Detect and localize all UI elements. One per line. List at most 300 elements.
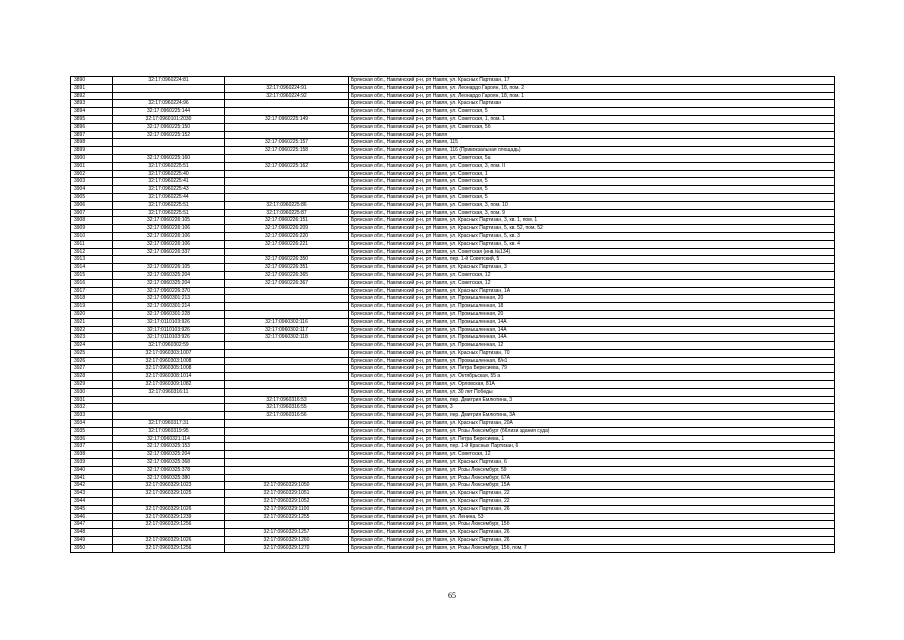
row-number-cell: 3895	[71, 115, 113, 123]
object-number-cell	[225, 287, 349, 295]
address-cell: Брянская обл., Навлинский р-н, рп Навля, ул. Ленина, 53	[349, 513, 835, 521]
table-row	[71, 420, 835, 428]
table-row	[71, 466, 835, 474]
address-cell: Брянская обл., Навлинский р-н, рп Навля, ул. Советская, 12	[349, 279, 835, 287]
table-row	[71, 123, 835, 131]
table-row	[71, 388, 835, 396]
row-number-cell: 3901	[71, 162, 113, 170]
row-number-cell: 3925	[71, 349, 113, 357]
table-row	[71, 170, 835, 178]
object-number-cell: 32:17:0960225:86	[225, 201, 349, 209]
object-number-cell: 32:17:0960226:221	[225, 240, 349, 248]
address-cell: Брянская обл., Навлинский р-н, рп Навля, ул. Советская, 3, пом. 10	[349, 201, 835, 209]
object-number-cell	[225, 178, 349, 186]
address-cell: Брянская обл., Навлинский р-н, рп Навля, ул. Промышленная, 14А	[349, 334, 835, 342]
parcel-number-cell: 32:17:0960225:150	[113, 123, 225, 131]
table-row	[71, 404, 835, 412]
address-cell: Брянская обл., Навлинский р-н, рп Навля, пер. 1-й Советский, 5	[349, 256, 835, 264]
address-cell: Брянская обл., Навлинский р-н, рп Навля, ул. Промышленная, 14А	[349, 318, 835, 326]
row-number-cell: 3891	[71, 84, 113, 92]
row-number-cell: 3928	[71, 373, 113, 381]
row-number-cell: 3896	[71, 123, 113, 131]
parcel-number-cell: 32:17:0960225:160	[113, 154, 225, 162]
address-cell: Брянская обл., Навлинский р-н, рп Навля, ул. Красных Партизан, 22	[349, 490, 835, 498]
table-row	[71, 396, 835, 404]
table-row	[71, 84, 835, 92]
address-cell: Брянская обл., Навлинский р-н, рп Навля, ул. Советская, 12	[349, 451, 835, 459]
cadastral-table	[70, 76, 835, 553]
row-number-cell: 3914	[71, 264, 113, 272]
table-row	[71, 451, 835, 459]
table-row	[71, 240, 835, 248]
address-cell: Брянская обл., Навлинский р-н, рп Навля, 3	[349, 404, 835, 412]
address-cell: Брянская обл., Навлинский р-н, рп Навля, ул. Советская, 1, пом. 1	[349, 115, 835, 123]
parcel-number-cell: 32:17:0960225:51	[113, 209, 225, 217]
address-cell: Брянская обл., Навлинский р-н, рп Навля, ул. Промышленная, 18	[349, 303, 835, 311]
object-number-cell: 32:17:0960316:53	[225, 396, 349, 404]
address-cell: Брянская обл., Навлинский р-н, рп Навля, ул. Красных Партизан, 6	[349, 459, 835, 467]
parcel-number-cell: 32:17:0960303:1008	[113, 357, 225, 365]
table-row	[71, 209, 835, 217]
row-number-cell: 3913	[71, 256, 113, 264]
address-cell: Брянская обл., Навлинский р-н, рп Навля, ул. Розы Люксембург, 15б, пом. 7	[349, 544, 835, 552]
table-row	[71, 537, 835, 545]
object-number-cell: 32:17:0960316:56	[225, 412, 349, 420]
parcel-number-cell	[113, 139, 225, 147]
parcel-number-cell	[113, 92, 225, 100]
object-number-cell	[225, 303, 349, 311]
row-number-cell: 3941	[71, 474, 113, 482]
parcel-number-cell: 32:17:0960224:96	[113, 100, 225, 108]
table-body	[71, 77, 835, 553]
row-number-cell: 3912	[71, 248, 113, 256]
parcel-number-cell	[113, 498, 225, 506]
object-number-cell: 32:17:0960225:157	[225, 139, 349, 147]
object-number-cell: 32:17:0960225:149	[225, 115, 349, 123]
row-number-cell: 3920	[71, 310, 113, 318]
parcel-number-cell: 32:17:0110103:926	[113, 334, 225, 342]
row-number-cell: 3917	[71, 287, 113, 295]
object-number-cell	[225, 108, 349, 116]
address-cell: Брянская обл., Навлинский р-н, рп Навля, ул. Советская (инв.№134)	[349, 248, 835, 256]
table-row	[71, 349, 835, 357]
row-number-cell: 3942	[71, 482, 113, 490]
table-row	[71, 147, 835, 155]
table-row	[71, 365, 835, 373]
address-cell: Брянская обл., Навлинский р-н, рп Навля, ул. Советская, 12	[349, 271, 835, 279]
table-row	[71, 201, 835, 209]
row-number-cell: 3915	[71, 271, 113, 279]
address-cell: Брянская обл., Навлинский р-н, рп Навля, ул. Советская, 5б	[349, 123, 835, 131]
parcel-number-cell: 32:17:0960225:41	[113, 178, 225, 186]
address-cell: Брянская обл., Навлинский р-н, рп Навля	[349, 131, 835, 139]
address-cell: Брянская обл., Навлинский р-н, рп Навля, ул. Советская, 5	[349, 178, 835, 186]
row-number-cell: 3927	[71, 365, 113, 373]
object-number-cell	[225, 123, 349, 131]
row-number-cell: 3905	[71, 193, 113, 201]
parcel-number-cell: 32:17:0960325:204	[113, 279, 225, 287]
table-row	[71, 474, 835, 482]
row-number-cell: 3940	[71, 466, 113, 474]
address-cell: Брянская обл., Навлинский р-н, рп Навля, ул. Петра Бересиева, 79	[349, 365, 835, 373]
row-number-cell: 3923	[71, 334, 113, 342]
parcel-number-cell	[113, 84, 225, 92]
address-cell: Брянская обл., Навлинский р-н, рп Навля, ул. Орловская, 81А	[349, 381, 835, 389]
object-number-cell: 32:17:0960226:209	[225, 225, 349, 233]
row-number-cell: 3904	[71, 186, 113, 194]
row-number-cell: 3947	[71, 521, 113, 529]
address-cell: Брянская обл., Навлинский р-н, рп Навля, ул. Красных Партизан, 5, кв. 3	[349, 232, 835, 240]
parcel-number-cell: 32:17:0960302:59	[113, 342, 225, 350]
address-cell: Брянская обл., Навлинский р-н, рп Навля, ул. Советская, 5	[349, 108, 835, 116]
table-row	[71, 232, 835, 240]
row-number-cell: 3919	[71, 303, 113, 311]
table-row	[71, 108, 835, 116]
row-number-cell: 3890	[71, 77, 113, 85]
parcel-number-cell: 32:17:0960329:1256	[113, 544, 225, 552]
address-cell: Брянская обл., Навлинский р-н, рп Навля, ул. Розы Люксембург, 59	[349, 466, 835, 474]
row-number-cell: 3938	[71, 451, 113, 459]
parcel-number-cell: 32:17:0960226:106	[113, 225, 225, 233]
address-cell: Брянская обл., Навлинский р-н, рп Навля, ул. Октябрьская, 55 а	[349, 373, 835, 381]
parcel-number-cell: 32:17:0960319:95	[113, 427, 225, 435]
object-number-cell: 32:17:0960224:92	[225, 92, 349, 100]
row-number-cell: 3918	[71, 295, 113, 303]
object-number-cell	[225, 521, 349, 529]
address-cell: Брянская обл., Навлинский р-н, рп Навля, ул. Розы Люксембург, 15б	[349, 521, 835, 529]
object-number-cell: 32:17:0960329:1100	[225, 505, 349, 513]
table-row	[71, 287, 835, 295]
parcel-number-cell: 32:17:0960305:1008	[113, 365, 225, 373]
object-number-cell: 32:17:0960226:367	[225, 279, 349, 287]
table-row	[71, 490, 835, 498]
parcel-number-cell: 32:17:0960325:153	[113, 443, 225, 451]
object-number-cell	[225, 154, 349, 162]
object-number-cell	[225, 381, 349, 389]
row-number-cell: 3943	[71, 490, 113, 498]
object-number-cell: 32:17:0960302:117	[225, 326, 349, 334]
parcel-number-cell: 32:17:0960329:1023	[113, 482, 225, 490]
object-number-cell	[225, 342, 349, 350]
table-row	[71, 271, 835, 279]
table-row	[71, 318, 835, 326]
row-number-cell: 3910	[71, 232, 113, 240]
row-number-cell: 3893	[71, 100, 113, 108]
address-cell: Брянская обл., Навлинский р-н, рп Навля, ул. Красных Партизан, 5, кв. 4	[349, 240, 835, 248]
row-number-cell: 3937	[71, 443, 113, 451]
object-number-cell: 32:17:0960316:55	[225, 404, 349, 412]
parcel-number-cell: 32:17:0960225:51	[113, 201, 225, 209]
table-row	[71, 334, 835, 342]
row-number-cell: 3948	[71, 529, 113, 537]
parcel-number-cell	[113, 396, 225, 404]
parcel-number-cell: 32:17:0960226:106	[113, 240, 225, 248]
table-row	[71, 100, 835, 108]
table-row	[71, 342, 835, 350]
table-row	[71, 498, 835, 506]
parcel-number-cell: 32:17:0960226:106	[113, 232, 225, 240]
address-cell: Брянская обл., Навлинский р-н, рп Навля, ул. Красных Партизан, 26	[349, 505, 835, 513]
parcel-number-cell: 32:17:0960225:43	[113, 186, 225, 194]
parcel-number-cell: 32:17:0960308:1014	[113, 373, 225, 381]
address-cell: Брянская обл., Навлинский р-н, рп Навля, ул. Красных Партизан, 3	[349, 264, 835, 272]
row-number-cell: 3921	[71, 318, 113, 326]
parcel-number-cell: 32:17:0960226:105	[113, 217, 225, 225]
table-row	[71, 303, 835, 311]
row-number-cell: 3936	[71, 435, 113, 443]
address-cell: Брянская обл., Навлинский р-н, рп Навля, ул. Красных Партизан, 26	[349, 537, 835, 545]
parcel-number-cell: 32:17:0960329:1239	[113, 513, 225, 521]
parcel-number-cell: 32:17:0960309:1082	[113, 381, 225, 389]
parcel-number-cell	[113, 147, 225, 155]
parcel-number-cell: 32:17:0960303:1007	[113, 349, 225, 357]
object-number-cell	[225, 474, 349, 482]
row-number-cell: 3946	[71, 513, 113, 521]
row-number-cell: 3908	[71, 217, 113, 225]
object-number-cell: 32:17:0960329:1257	[225, 529, 349, 537]
address-cell: Брянская обл., Навлинский р-н, рп Навля, 116 (Привокзальная площадь)	[349, 147, 835, 155]
row-number-cell: 3907	[71, 209, 113, 217]
parcel-number-cell: 32:17:0960301:228	[113, 310, 225, 318]
row-number-cell: 3924	[71, 342, 113, 350]
table-row	[71, 381, 835, 389]
object-number-cell	[225, 365, 349, 373]
table-row	[71, 178, 835, 186]
object-number-cell: 32:17:0960225:87	[225, 209, 349, 217]
table-row	[71, 225, 835, 233]
parcel-number-cell	[113, 256, 225, 264]
address-cell: Брянская обл., Навлинский р-н, рп Навля, ул. Промышленная, 8/н1	[349, 357, 835, 365]
parcel-number-cell: 32:17:0960225:40	[113, 170, 225, 178]
object-number-cell: 32:17:0960302:116	[225, 318, 349, 326]
address-cell: Брянская обл., Навлинский р-н, рп Навля, ул. 30 лет Победы	[349, 388, 835, 396]
address-cell: Брянская обл., Навлинский р-н, рп Навля, ул. Советская, 5	[349, 193, 835, 201]
table-row	[71, 544, 835, 552]
address-cell: Брянская обл., Навлинский р-н, рп Навля, ул. Леонардо Гароян, 18, пом. 1	[349, 92, 835, 100]
address-cell: Брянская обл., Навлинский р-н, рп Навля, ул. Советская, 5а	[349, 154, 835, 162]
row-number-cell: 3929	[71, 381, 113, 389]
table-row	[71, 443, 835, 451]
row-number-cell: 3932	[71, 404, 113, 412]
object-number-cell: 32:17:0960329:1255	[225, 513, 349, 521]
parcel-number-cell: 32:17:0960101:2030	[113, 115, 225, 123]
row-number-cell: 3911	[71, 240, 113, 248]
object-number-cell	[225, 443, 349, 451]
object-number-cell: 32:17:0960226:151	[225, 217, 349, 225]
parcel-number-cell: 32:17:0960325:368	[113, 459, 225, 467]
object-number-cell: 32:17:0960329:1270	[225, 544, 349, 552]
table-row	[71, 139, 835, 147]
object-number-cell	[225, 466, 349, 474]
table-row	[71, 435, 835, 443]
object-number-cell: 32:17:0960224:91	[225, 84, 349, 92]
parcel-number-cell: 32:17:0960226:337	[113, 248, 225, 256]
address-cell: Брянская обл., Навлинский р-н, рп Навля, ул. Красных Партизан, 20А	[349, 420, 835, 428]
table-row	[71, 310, 835, 318]
table-row	[71, 193, 835, 201]
table-row	[71, 521, 835, 529]
table-row	[71, 482, 835, 490]
object-number-cell	[225, 435, 349, 443]
parcel-number-cell: 32:17:0960226:105	[113, 264, 225, 272]
table-row	[71, 256, 835, 264]
parcel-number-cell: 32:17:0960225:44	[113, 193, 225, 201]
table-row	[71, 154, 835, 162]
object-number-cell: 32:17:0960225:158	[225, 147, 349, 155]
table-row	[71, 513, 835, 521]
object-number-cell: 32:17:0960226:365	[225, 271, 349, 279]
row-number-cell: 3934	[71, 420, 113, 428]
object-number-cell: 32:17:0960329:1052	[225, 498, 349, 506]
parcel-number-cell	[113, 412, 225, 420]
address-cell: Брянская обл., Навлинский р-н, рп Навля, ул. Красных Партизан, 1А	[349, 287, 835, 295]
parcel-number-cell: 32:17:0960316:11	[113, 388, 225, 396]
table-row	[71, 412, 835, 420]
address-cell: Брянская обл., Навлинский р-н, рп Навля, ул. Советская, 5	[349, 186, 835, 194]
object-number-cell	[225, 131, 349, 139]
row-number-cell: 3933	[71, 412, 113, 420]
table-row	[71, 357, 835, 365]
row-number-cell: 3931	[71, 396, 113, 404]
row-number-cell: 3903	[71, 178, 113, 186]
row-number-cell: 3900	[71, 154, 113, 162]
table-row	[71, 459, 835, 467]
parcel-number-cell: 32:17:0110103:926	[113, 318, 225, 326]
object-number-cell	[225, 373, 349, 381]
row-number-cell: 3935	[71, 427, 113, 435]
address-cell: Брянская обл., Навлинский р-н, рп Навля, пер. Дмитрия Емлютина, 3А	[349, 412, 835, 420]
parcel-number-cell: 32:17:0960325:378	[113, 466, 225, 474]
address-cell: Брянская обл., Навлинский р-н, рп Навля, ул. Красных Партизан, 70	[349, 349, 835, 357]
parcel-number-cell: 32:17:0960225:51	[113, 162, 225, 170]
address-cell: Брянская обл., Навлинский р-н, рп Навля, 115	[349, 139, 835, 147]
row-number-cell: 3944	[71, 498, 113, 506]
parcel-number-cell: 32:17:0960329:1026	[113, 537, 225, 545]
table-row	[71, 131, 835, 139]
row-number-cell: 3902	[71, 170, 113, 178]
parcel-number-cell: 32:17:0960225:144	[113, 108, 225, 116]
address-cell: Брянская обл., Навлинский р-н, рп Навля, ул. Советская, 3, пом. 9	[349, 209, 835, 217]
table-row	[71, 162, 835, 170]
parcel-number-cell	[113, 529, 225, 537]
row-number-cell: 3950	[71, 544, 113, 552]
object-number-cell	[225, 295, 349, 303]
row-number-cell: 3922	[71, 326, 113, 334]
table-row	[71, 92, 835, 100]
row-number-cell: 3892	[71, 92, 113, 100]
row-number-cell: 3897	[71, 131, 113, 139]
address-cell: Брянская обл., Навлинский р-н, рп Навля, ул. Красных Партизан, 17	[349, 77, 835, 85]
object-number-cell: 32:17:0960329:1050	[225, 482, 349, 490]
table-row	[71, 373, 835, 381]
address-cell: Брянская обл., Навлинский р-н, рп Навля, ул. Петра Бересиева, 1	[349, 435, 835, 443]
object-number-cell	[225, 170, 349, 178]
row-number-cell: 3909	[71, 225, 113, 233]
address-cell: Брянская обл., Навлинский р-н, рп Навля, ул. Красных Партизан, 22	[349, 498, 835, 506]
row-number-cell: 3926	[71, 357, 113, 365]
address-cell: Брянская обл., Навлинский р-н, рп Навля, ул. Советская, 3, пом. II	[349, 162, 835, 170]
address-cell: Брянская обл., Навлинский р-н, рп Навля, ул. Красных Партизан, 3, кв. 1, пом. 1	[349, 217, 835, 225]
object-number-cell	[225, 427, 349, 435]
row-number-cell: 3949	[71, 537, 113, 545]
table-row	[71, 326, 835, 334]
row-number-cell: 3894	[71, 108, 113, 116]
parcel-number-cell: 32:17:0960321:114	[113, 435, 225, 443]
address-cell: Брянская обл., Навлинский р-н, рп Навля, ул. Розы Люксембург, 15А	[349, 482, 835, 490]
row-number-cell: 3916	[71, 279, 113, 287]
table-row	[71, 186, 835, 194]
object-number-cell: 32:17:0960226:351	[225, 264, 349, 272]
address-cell: Брянская обл., Навлинский р-н, рп Навля, ул. Красных Партизан	[349, 100, 835, 108]
row-number-cell: 3930	[71, 388, 113, 396]
object-number-cell	[225, 77, 349, 85]
address-cell: Брянская обл., Навлинский р-н, рп Навля, ул. Промышленная, 20	[349, 295, 835, 303]
parcel-number-cell: 32:17:0960329:1256	[113, 521, 225, 529]
parcel-number-cell: 32:17:0960325:204	[113, 451, 225, 459]
parcel-number-cell: 32:17:0960226:370	[113, 287, 225, 295]
address-cell: Брянская обл., Навлинский р-н, рп Навля, ул. Леонардо Гароян, 18, пом. 2	[349, 84, 835, 92]
table-row	[71, 279, 835, 287]
table-row	[71, 427, 835, 435]
table-row	[71, 264, 835, 272]
parcel-number-cell: 32:17:0960301:214	[113, 303, 225, 311]
parcel-number-cell: 32:17:0960301:213	[113, 295, 225, 303]
address-cell: Брянская обл., Навлинский р-н, рп Навля, ул. Промышленная, 20	[349, 310, 835, 318]
address-cell: Брянская обл., Навлинский р-н, рп Навля, ул. Розы Люксембург, 67А	[349, 474, 835, 482]
address-cell: Брянская обл., Навлинский р-н, рп Навля, ул. Промышленная, 14А	[349, 326, 835, 334]
row-number-cell: 3939	[71, 459, 113, 467]
object-number-cell: 32:17:0960329:1260	[225, 537, 349, 545]
address-cell: Брянская обл., Навлинский р-н, рп Навля, ул. Розы Люксембург (б6лизи здания суда)	[349, 427, 835, 435]
parcel-number-cell	[113, 404, 225, 412]
object-number-cell: 32:17:0960225:162	[225, 162, 349, 170]
parcel-number-cell: 32:17:0960225:152	[113, 131, 225, 139]
object-number-cell	[225, 349, 349, 357]
object-number-cell	[225, 420, 349, 428]
table-row	[71, 505, 835, 513]
object-number-cell	[225, 357, 349, 365]
address-cell: Брянская обл., Навлинский р-н, рп Навля, ул. Промышленная, 12	[349, 342, 835, 350]
table-row	[71, 295, 835, 303]
object-number-cell	[225, 100, 349, 108]
parcel-number-cell: 32:17:0110103:926	[113, 326, 225, 334]
page-number: 65	[448, 591, 456, 600]
table-row	[71, 77, 835, 85]
address-cell: Брянская обл., Навлинский р-н, рп Навля, пер. Дмитрия Емлютина, 3	[349, 396, 835, 404]
parcel-number-cell: 32:17:0960224:81	[113, 77, 225, 85]
address-cell: Брянская обл., Навлинский р-н, рп Навля, ул. Красных Партизан, 5, кв. 52, пом. 52	[349, 225, 835, 233]
address-cell: Брянская обл., Навлинский р-н, рп Навля, ул. Советская, 1	[349, 170, 835, 178]
parcel-number-cell: 32:17:0960329:1026	[113, 505, 225, 513]
parcel-number-cell: 32:17:0960325:204	[113, 271, 225, 279]
table-row	[71, 217, 835, 225]
object-number-cell	[225, 459, 349, 467]
parcel-number-cell: 32:17:0960329:1025	[113, 490, 225, 498]
object-number-cell	[225, 388, 349, 396]
object-number-cell	[225, 248, 349, 256]
object-number-cell	[225, 310, 349, 318]
address-cell: Брянская обл., Навлинский р-н, рп Навля, пер. 1-й Красных Партизан, 6	[349, 443, 835, 451]
row-number-cell: 3945	[71, 505, 113, 513]
object-number-cell: 32:17:0960329:1051	[225, 490, 349, 498]
object-number-cell	[225, 451, 349, 459]
object-number-cell: 32:17:0960226:350	[225, 256, 349, 264]
object-number-cell: 32:17:0960302:118	[225, 334, 349, 342]
table-row	[71, 115, 835, 123]
table-row	[71, 529, 835, 537]
address-cell: Брянская обл., Навлинский р-н, рп Навля, ул. Красных Партизан, 26	[349, 529, 835, 537]
object-number-cell	[225, 193, 349, 201]
